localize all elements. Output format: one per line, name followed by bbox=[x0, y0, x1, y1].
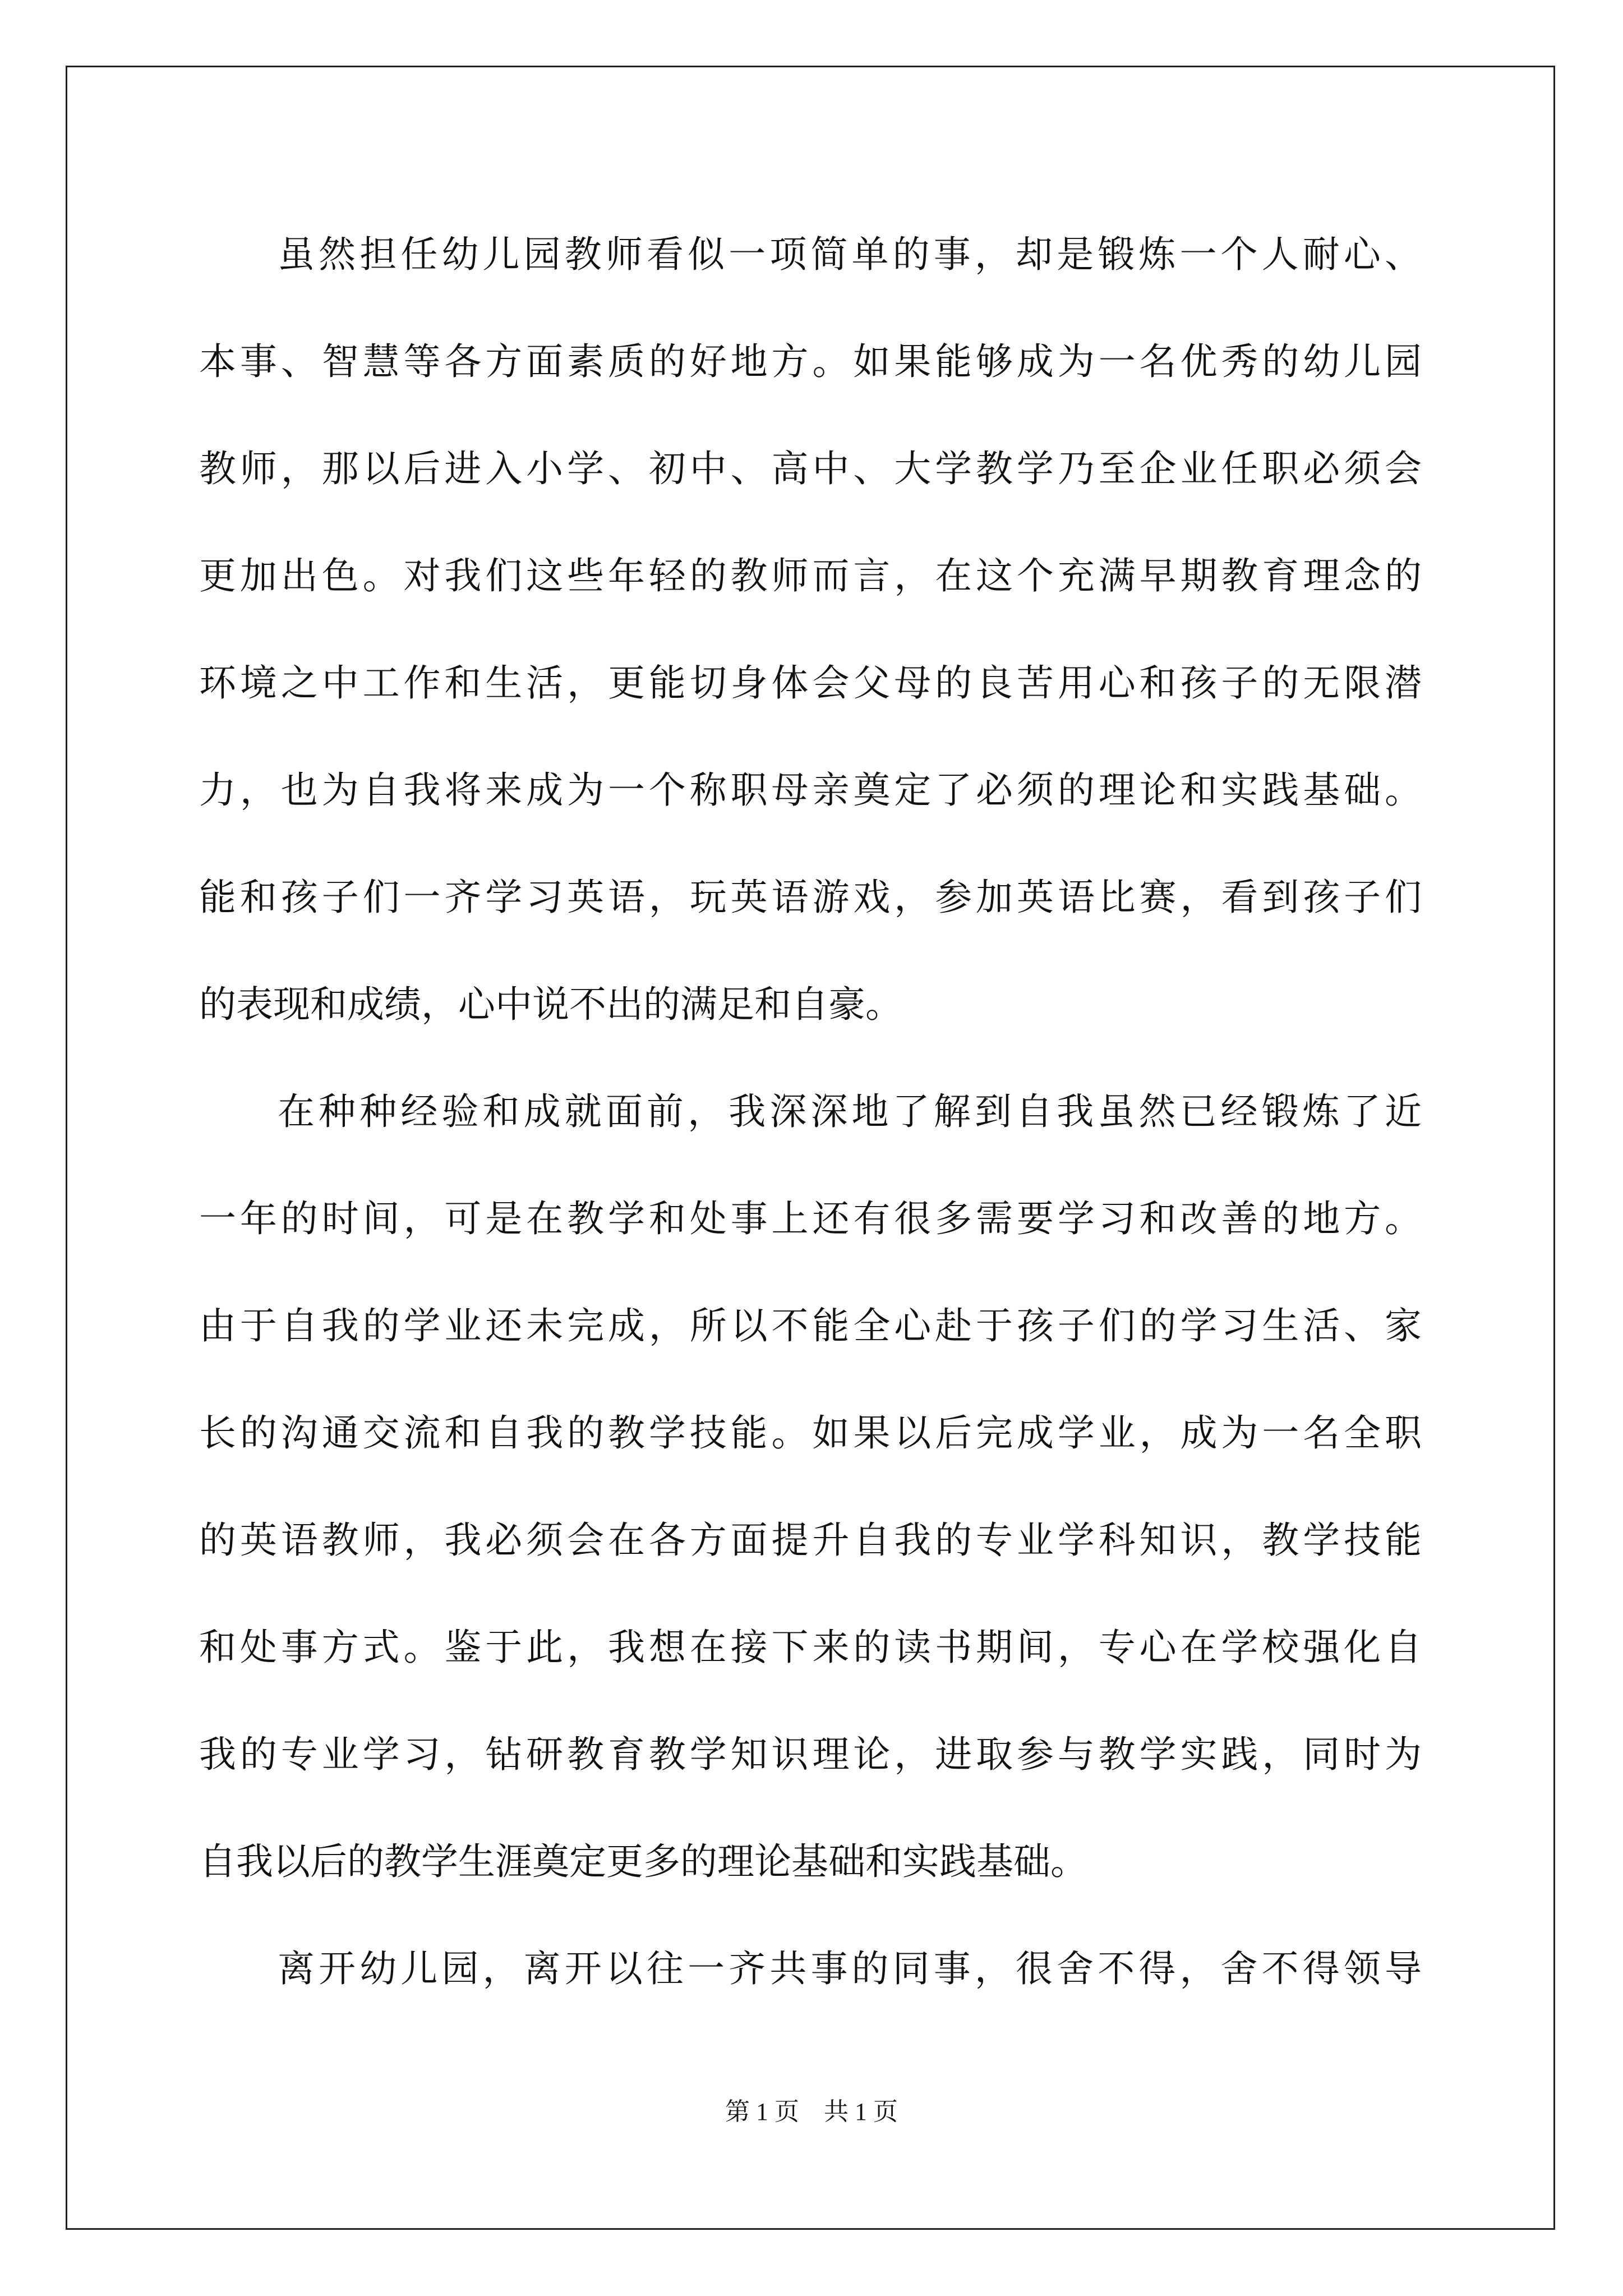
body-text bbox=[199, 201, 1422, 2022]
page-footer: 第 1 页 共 1 页 bbox=[725, 2098, 898, 2125]
text-line: 的表现和成绩，心中说不出的满足和自豪。 bbox=[199, 983, 902, 1026]
text-line: 虽然担任幼儿园教师看似一项简单的事，却是锻炼一个人耐心、 bbox=[278, 233, 1422, 276]
text-line: 我的专业学习，钻研教育教学知识理论，进取参与教学实践，同时为 bbox=[199, 1733, 1422, 1776]
text-line: 由于自我的学业还未完成，所以不能全心赴于孩子们的学习生活、家 bbox=[199, 1304, 1422, 1347]
text-line: 自我以后的教学生涯奠定更多的理论基础和实践基础。 bbox=[199, 1840, 1087, 1883]
text-line: 离开幼儿园，离开以往一齐共事的同事，很舍不得，舍不得领导 bbox=[278, 1947, 1422, 1990]
text-line: 本事、智慧等各方面素质的好地方。如果能够成为一名优秀的幼儿园 bbox=[199, 340, 1422, 383]
text-line: 长的沟通交流和自我的教学技能。如果以后完成学业，成为一名全职 bbox=[199, 1411, 1422, 1455]
text-line: 环境之中工作和生活，更能切身体会父母的良苦用心和孩子的无限潜 bbox=[199, 661, 1422, 705]
text-line: 一年的时间，可是在教学和处事上还有很多需要学习和改善的地方。 bbox=[199, 1197, 1422, 1240]
text-line: 的英语教师，我必须会在各方面提升自我的专业学科知识，教学技能 bbox=[199, 1519, 1422, 1562]
text-line: 更加出色。对我们这些年轻的教师而言，在这个充满早期教育理念的 bbox=[199, 554, 1422, 597]
text-line: 能和孩子们一齐学习英语，玩英语游戏，参加英语比赛，看到孩子们 bbox=[199, 876, 1422, 919]
text-line: 和处事方式。鉴于此，我想在接下来的读书期间，专心在学校强化自 bbox=[199, 1626, 1422, 1669]
text-line: 在种种经验和成就面前，我深深地了解到自我虽然已经锻炼了近 bbox=[278, 1090, 1422, 1133]
text-line: 力，也为自我将来成为一个称职母亲奠定了必须的理论和实践基础。 bbox=[199, 769, 1422, 812]
text-line: 教师，那以后进入小学、初中、高中、大学教学乃至企业任职必须会 bbox=[199, 447, 1422, 490]
